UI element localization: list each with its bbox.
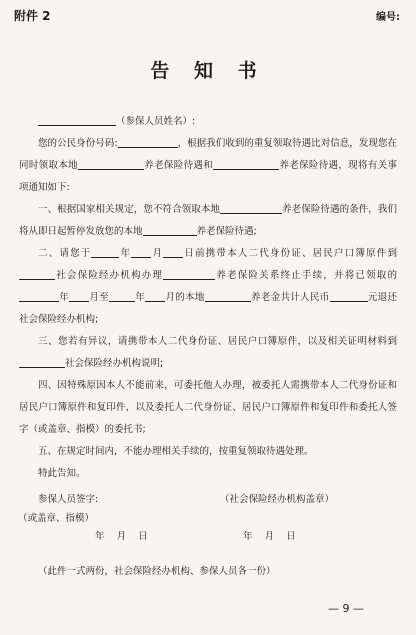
signature-note: （或盖章、指模） xyxy=(18,513,95,524)
blank xyxy=(143,223,197,236)
signature-label: 参保人员签字: xyxy=(38,494,99,505)
page-title: 告 知 书 xyxy=(150,60,266,82)
paragraph-item-1: 一、根据国家相关规定，您不符合领取本地 养老保险待遇的条件，我们将从即日起暂停发放您的本地 养老保险待遇; xyxy=(19,199,397,243)
agency-seal-label: （社会保险经办机构盖章） xyxy=(220,494,335,505)
notice-body xyxy=(19,111,397,485)
paragraph-id-info: 您的公民身份号码: ，根据我们收到的重复领取待遇比对信息，发现您在同时领取本地 养老保险待遇和 养老保险待遇，现将有关事项通知如下: xyxy=(19,133,397,199)
blank xyxy=(220,201,282,214)
date-right: 年 月 日 xyxy=(243,531,296,542)
blank xyxy=(163,245,183,258)
blank xyxy=(145,289,165,302)
local-blank xyxy=(78,157,144,170)
paragraph-item-4: 四、因特殊原因本人不能前来，可委托他人办理，被委托人需携带本人二代身份证和居民户口簿原件和复印件，以及委托人二代身份证、居民户口簿原件和复印件和委托人签字（或盖章、指模）的委托书; xyxy=(19,380,397,435)
blank xyxy=(19,267,55,280)
blank xyxy=(19,355,65,368)
blank xyxy=(91,245,119,258)
closing-line: 特此告知。 xyxy=(38,468,86,479)
attachment-label: 附件 2 xyxy=(14,9,51,23)
blank xyxy=(109,289,135,302)
footnote: （此件一式两份，社会保险经办机构、参保人员各一份） xyxy=(38,566,276,577)
page-number: — 9 — xyxy=(328,602,364,615)
document-number-label: 编号: xyxy=(376,12,400,23)
name-blank xyxy=(38,113,116,126)
other-blank xyxy=(213,157,279,170)
blank xyxy=(131,245,151,258)
paragraph-item-3: 三、您若有异议，请携带本人二代身份证、居民户口簿原件，以及相关证明材料到社会保险经办机构说明; xyxy=(19,331,397,375)
id-number-blank xyxy=(118,135,178,148)
date-left: 年 月 日 xyxy=(95,531,148,542)
blank xyxy=(69,289,89,302)
blank xyxy=(205,289,251,302)
paragraph-item-2: 二、请您于 年 月 日前携带本人二代身份证、居民户口簿原件到社会保险经办机构办理 养老保险关系终止手续，并将已领取的年 月至 年 月的本地 养老金共计人民币 元退还社会保险经办机构; xyxy=(19,243,397,331)
blank xyxy=(19,289,59,302)
recipient-line: （参保人员姓名）: xyxy=(19,111,397,133)
blank xyxy=(163,267,215,280)
paragraph-item-5: 五、在规定时间内，不能办理相关手续的，按重复领取待遇处理。 xyxy=(38,446,314,457)
blank xyxy=(330,289,368,302)
